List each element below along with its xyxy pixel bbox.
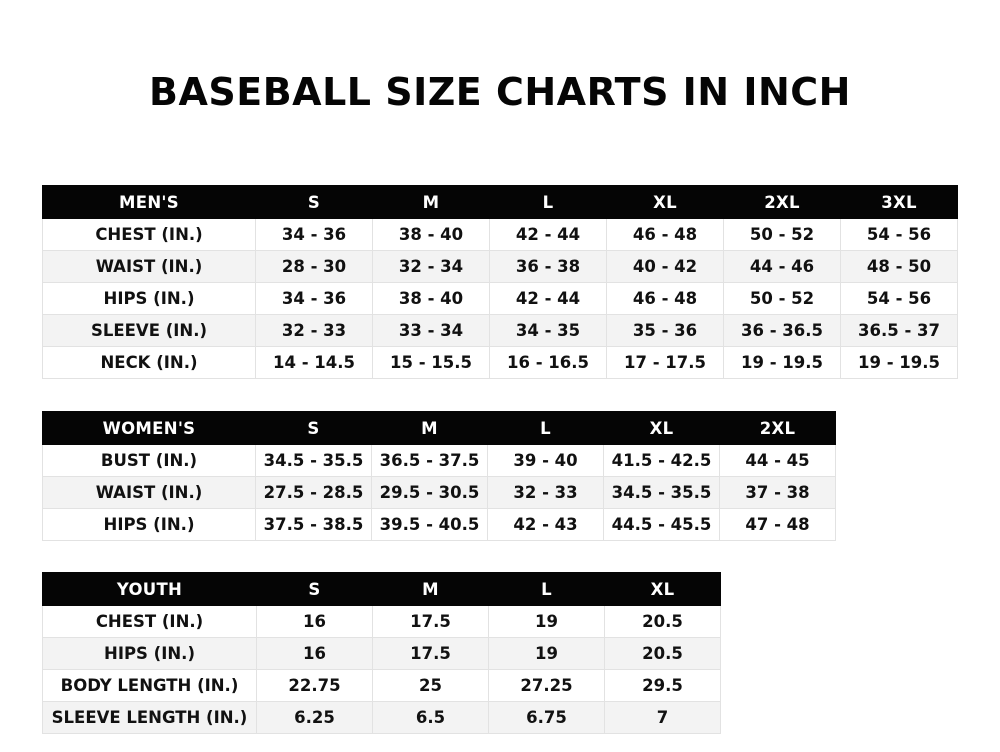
table-row [43, 347, 958, 379]
cell: 32 - 34 [373, 251, 490, 283]
cell: 19 [489, 638, 605, 670]
cell: 41.5 - 42.5 [604, 445, 720, 477]
mens-header-s: S [256, 186, 373, 219]
youth-header-row [43, 573, 721, 606]
cell: 50 - 52 [724, 219, 841, 251]
cell: 42 - 43 [488, 509, 604, 541]
table-row [43, 445, 836, 477]
cell: 32 - 33 [256, 315, 373, 347]
table-spacer [42, 379, 958, 411]
cell: 48 - 50 [841, 251, 958, 283]
cell: 46 - 48 [607, 283, 724, 315]
youth-header-l: L [489, 573, 605, 606]
mens-header-category: MEN'S [43, 186, 256, 219]
cell: 6.25 [257, 702, 373, 734]
youth-header-m: M [373, 573, 489, 606]
womens-header-2xl: 2XL [720, 412, 836, 445]
cell: 20.5 [605, 638, 721, 670]
cell: 15 - 15.5 [373, 347, 490, 379]
cell: 22.75 [257, 670, 373, 702]
cell: 6.5 [373, 702, 489, 734]
table-row [43, 219, 958, 251]
womens-header-row [43, 412, 836, 445]
womens-header-xl: XL [604, 412, 720, 445]
row-label: BUST (IN.) [43, 445, 256, 477]
youth-header-xl: XL [605, 573, 721, 606]
table-spacer [42, 541, 958, 572]
womens-header-l: L [488, 412, 604, 445]
row-label: HIPS (IN.) [43, 509, 256, 541]
youth-header-s: S [257, 573, 373, 606]
table-row [43, 606, 721, 638]
row-label: SLEEVE LENGTH (IN.) [43, 702, 257, 734]
cell: 29.5 - 30.5 [372, 477, 488, 509]
mens-header-m: M [373, 186, 490, 219]
cell: 28 - 30 [256, 251, 373, 283]
cell: 25 [373, 670, 489, 702]
cell: 14 - 14.5 [256, 347, 373, 379]
womens-size-table [42, 411, 836, 541]
womens-header-m: M [372, 412, 488, 445]
table-row [43, 638, 721, 670]
row-label: WAIST (IN.) [43, 477, 256, 509]
cell: 40 - 42 [607, 251, 724, 283]
cell: 19 - 19.5 [841, 347, 958, 379]
row-label: CHEST (IN.) [43, 219, 256, 251]
youth-size-table [42, 572, 721, 734]
mens-header-2xl: 2XL [724, 186, 841, 219]
cell: 34 - 35 [490, 315, 607, 347]
cell: 17.5 [373, 606, 489, 638]
row-label: HIPS (IN.) [43, 283, 256, 315]
table-row [43, 315, 958, 347]
cell: 6.75 [489, 702, 605, 734]
cell: 19 [489, 606, 605, 638]
cell: 42 - 44 [490, 219, 607, 251]
row-label: SLEEVE (IN.) [43, 315, 256, 347]
table-row [43, 670, 721, 702]
table-row [43, 283, 958, 315]
mens-header-l: L [490, 186, 607, 219]
row-label: BODY LENGTH (IN.) [43, 670, 257, 702]
cell: 44.5 - 45.5 [604, 509, 720, 541]
cell: 54 - 56 [841, 283, 958, 315]
mens-size-table [42, 185, 958, 379]
cell: 39.5 - 40.5 [372, 509, 488, 541]
cell: 50 - 52 [724, 283, 841, 315]
cell: 37.5 - 38.5 [256, 509, 372, 541]
mens-header-row [43, 186, 958, 219]
tables-container [42, 185, 958, 734]
cell: 35 - 36 [607, 315, 724, 347]
page-title: BASEBALL SIZE CHARTS IN INCH [149, 70, 851, 114]
table-row [43, 509, 836, 541]
mens-header-3xl: 3XL [841, 186, 958, 219]
table-row [43, 702, 721, 734]
cell: 33 - 34 [373, 315, 490, 347]
cell: 17.5 [373, 638, 489, 670]
cell: 20.5 [605, 606, 721, 638]
row-label: HIPS (IN.) [43, 638, 257, 670]
cell: 44 - 46 [724, 251, 841, 283]
youth-header-category: YOUTH [43, 573, 257, 606]
cell: 16 [257, 638, 373, 670]
cell: 34.5 - 35.5 [604, 477, 720, 509]
cell: 27.25 [489, 670, 605, 702]
womens-header-s: S [256, 412, 372, 445]
cell: 47 - 48 [720, 509, 836, 541]
cell: 34.5 - 35.5 [256, 445, 372, 477]
row-label: CHEST (IN.) [43, 606, 257, 638]
cell: 39 - 40 [488, 445, 604, 477]
cell: 38 - 40 [373, 283, 490, 315]
cell: 32 - 33 [488, 477, 604, 509]
cell: 16 - 16.5 [490, 347, 607, 379]
table-row [43, 477, 836, 509]
cell: 34 - 36 [256, 219, 373, 251]
cell: 19 - 19.5 [724, 347, 841, 379]
cell: 36.5 - 37.5 [372, 445, 488, 477]
row-label: WAIST (IN.) [43, 251, 256, 283]
cell: 38 - 40 [373, 219, 490, 251]
cell: 36 - 38 [490, 251, 607, 283]
cell: 37 - 38 [720, 477, 836, 509]
cell: 7 [605, 702, 721, 734]
cell: 16 [257, 606, 373, 638]
womens-header-category: WOMEN'S [43, 412, 256, 445]
cell: 29.5 [605, 670, 721, 702]
cell: 34 - 36 [256, 283, 373, 315]
cell: 17 - 17.5 [607, 347, 724, 379]
cell: 27.5 - 28.5 [256, 477, 372, 509]
row-label: NECK (IN.) [43, 347, 256, 379]
cell: 36.5 - 37 [841, 315, 958, 347]
cell: 54 - 56 [841, 219, 958, 251]
table-row [43, 251, 958, 283]
cell: 36 - 36.5 [724, 315, 841, 347]
cell: 42 - 44 [490, 283, 607, 315]
mens-header-xl: XL [607, 186, 724, 219]
cell: 46 - 48 [607, 219, 724, 251]
cell: 44 - 45 [720, 445, 836, 477]
